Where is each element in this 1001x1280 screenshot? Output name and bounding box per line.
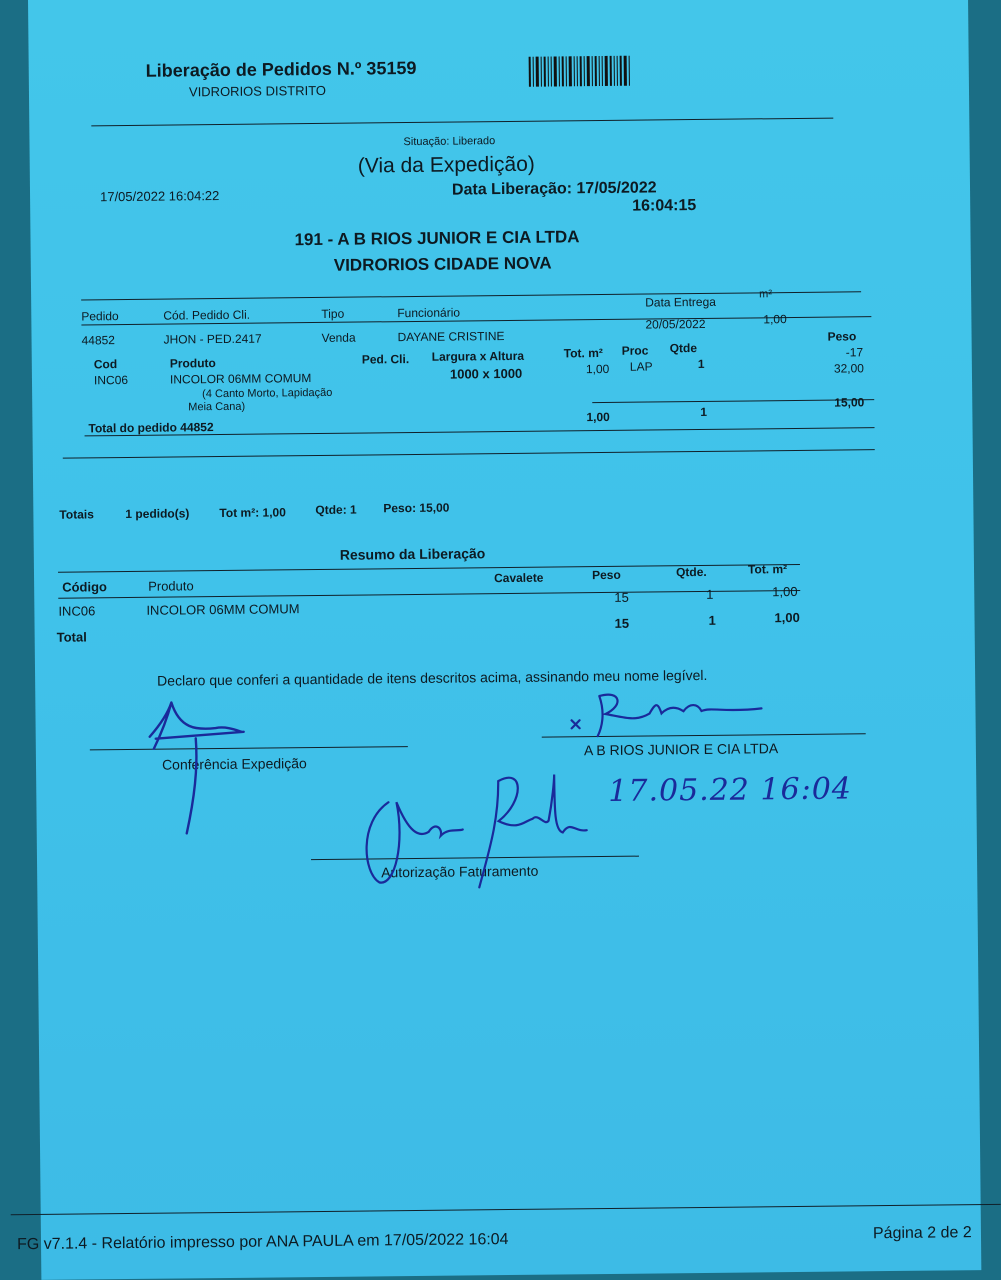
- item-proc: LAP: [629, 359, 653, 374]
- col-tipo: Tipo: [321, 306, 345, 321]
- delivery-date: 20/05/2022: [645, 316, 706, 332]
- item-obs-1: (4 Canto Morto, Lapidação: [202, 386, 333, 401]
- item-col-proc: Proc: [621, 343, 649, 358]
- summary-total-tot-m2: 1,00: [774, 609, 800, 626]
- company-name: VIDRORIOS DISTRITO: [188, 82, 327, 100]
- summary-col-cavalete: Cavalete: [494, 570, 544, 586]
- handwritten-signature-autorizacao: [348, 760, 589, 903]
- release-time: 16:04:15: [632, 197, 697, 215]
- totals-peso: Peso: 15,00: [383, 500, 450, 516]
- summary-row-codigo: INC06: [58, 603, 96, 619]
- item-qtde: 1: [697, 356, 705, 372]
- col-m2: m²: [759, 288, 773, 301]
- release-date: Data Liberação: 17/05/2022: [451, 179, 657, 199]
- order-total-qtde: 1: [700, 404, 708, 419]
- item-col-qtde: Qtde: [669, 341, 698, 356]
- totals-label: Totais: [59, 507, 94, 522]
- summary-total-peso: 15: [614, 615, 630, 631]
- item-col-ped-cli: Ped. Cli.: [361, 352, 410, 367]
- item-obs-2: Meia Cana): [188, 400, 246, 414]
- totals-qtde: Qtde: 1: [315, 502, 357, 518]
- client-order-code: JHON - PED.2417: [163, 331, 262, 347]
- store-name: VIDRORIOS CIDADE NOVA: [333, 253, 552, 275]
- barcode: [529, 56, 630, 87]
- order-type: Venda: [321, 330, 356, 345]
- col-funcionario: Funcionário: [397, 305, 461, 321]
- peso-extra: -17: [845, 345, 864, 360]
- employee-name: DAYANE CRISTINE: [397, 329, 505, 345]
- summary-row-produto: INCOLOR 06MM COMUM: [146, 601, 300, 618]
- document-page: [16, 0, 981, 1280]
- summary-col-peso: Peso: [591, 567, 621, 583]
- order-total-label: Total do pedido 44852: [88, 420, 214, 436]
- col-cod-cli: Cód. Pedido Cli.: [163, 307, 251, 323]
- item-col-produto: Produto: [169, 356, 216, 371]
- handwritten-date: 17.05.22 16:04: [608, 771, 853, 809]
- declaration-text: Declaro que conferi a quantidade de itens descritos acima, assinando meu nome legível.: [157, 666, 708, 689]
- item-tot-m2: 1,00: [585, 361, 610, 377]
- handwritten-signature-cliente: [565, 682, 766, 744]
- item-col-tot-m2: Tot. m²: [563, 346, 603, 361]
- divider: [592, 399, 874, 403]
- item-cod: INC06: [93, 372, 129, 388]
- summary-row-qtde: 1: [706, 586, 714, 602]
- summary-col-qtde: Qtde.: [675, 564, 707, 580]
- summary-row-peso: 15: [614, 589, 629, 605]
- order-m2: 1,00: [763, 312, 787, 327]
- divider: [91, 118, 833, 127]
- summary-row-tot-m2: 1,00: [772, 583, 798, 600]
- footer-page-number: Página 2 de 2: [872, 1224, 972, 1243]
- item-col-peso: Peso: [827, 329, 857, 344]
- item-peso: 32,00: [833, 361, 865, 376]
- divider: [63, 449, 875, 459]
- divider: [11, 1204, 1001, 1215]
- divider: [81, 291, 861, 300]
- summary-col-produto: Produto: [148, 578, 194, 594]
- signature-label-cliente: A B RIOS JUNIOR E CIA LTDA: [583, 740, 779, 759]
- print-timestamp: 17/05/2022 16:04:22: [99, 188, 220, 205]
- order-total-peso: 15,00: [834, 395, 865, 410]
- summary-col-codigo: Código: [62, 579, 107, 595]
- signature-label-expedicao: Conferência Expedição: [161, 755, 307, 773]
- item-col-cod: Cod: [93, 357, 118, 372]
- footer-report: FG v7.1.4 - Relatório impresso por ANA PAULA em 17/05/2022 16:04: [16, 1231, 509, 1254]
- summary-col-tot-m2: Tot. m²: [747, 562, 788, 577]
- order-number: 44852: [81, 333, 116, 348]
- item-col-dimensoes: Largura x Altura: [431, 348, 525, 364]
- col-data-entrega: Data Entrega: [645, 294, 716, 310]
- handwritten-signature-expedicao: [135, 688, 267, 839]
- order-total-m2: 1,00: [586, 409, 610, 425]
- item-produto: INCOLOR 06MM COMUM: [169, 371, 312, 387]
- summary-total-label: Total: [56, 629, 87, 645]
- via-label: (Via da Expedição): [357, 152, 535, 178]
- document-title: Liberação de Pedidos N.º 35159: [145, 57, 417, 81]
- signature-label-autorizacao: Autorização Faturamento: [381, 862, 539, 881]
- summary-title: Resumo da Liberação: [339, 545, 486, 563]
- col-pedido: Pedido: [81, 309, 119, 324]
- status-text: Situação: Liberado: [403, 135, 496, 149]
- summary-total-qtde: 1: [708, 612, 716, 628]
- item-dimensoes: 1000 x 1000: [449, 365, 523, 382]
- totals-orders: 1 pedido(s): [125, 506, 190, 522]
- client-name: 191 - A B RIOS JUNIOR E CIA LTDA: [294, 227, 580, 250]
- totals-m2: Tot m²: 1,00: [219, 505, 286, 521]
